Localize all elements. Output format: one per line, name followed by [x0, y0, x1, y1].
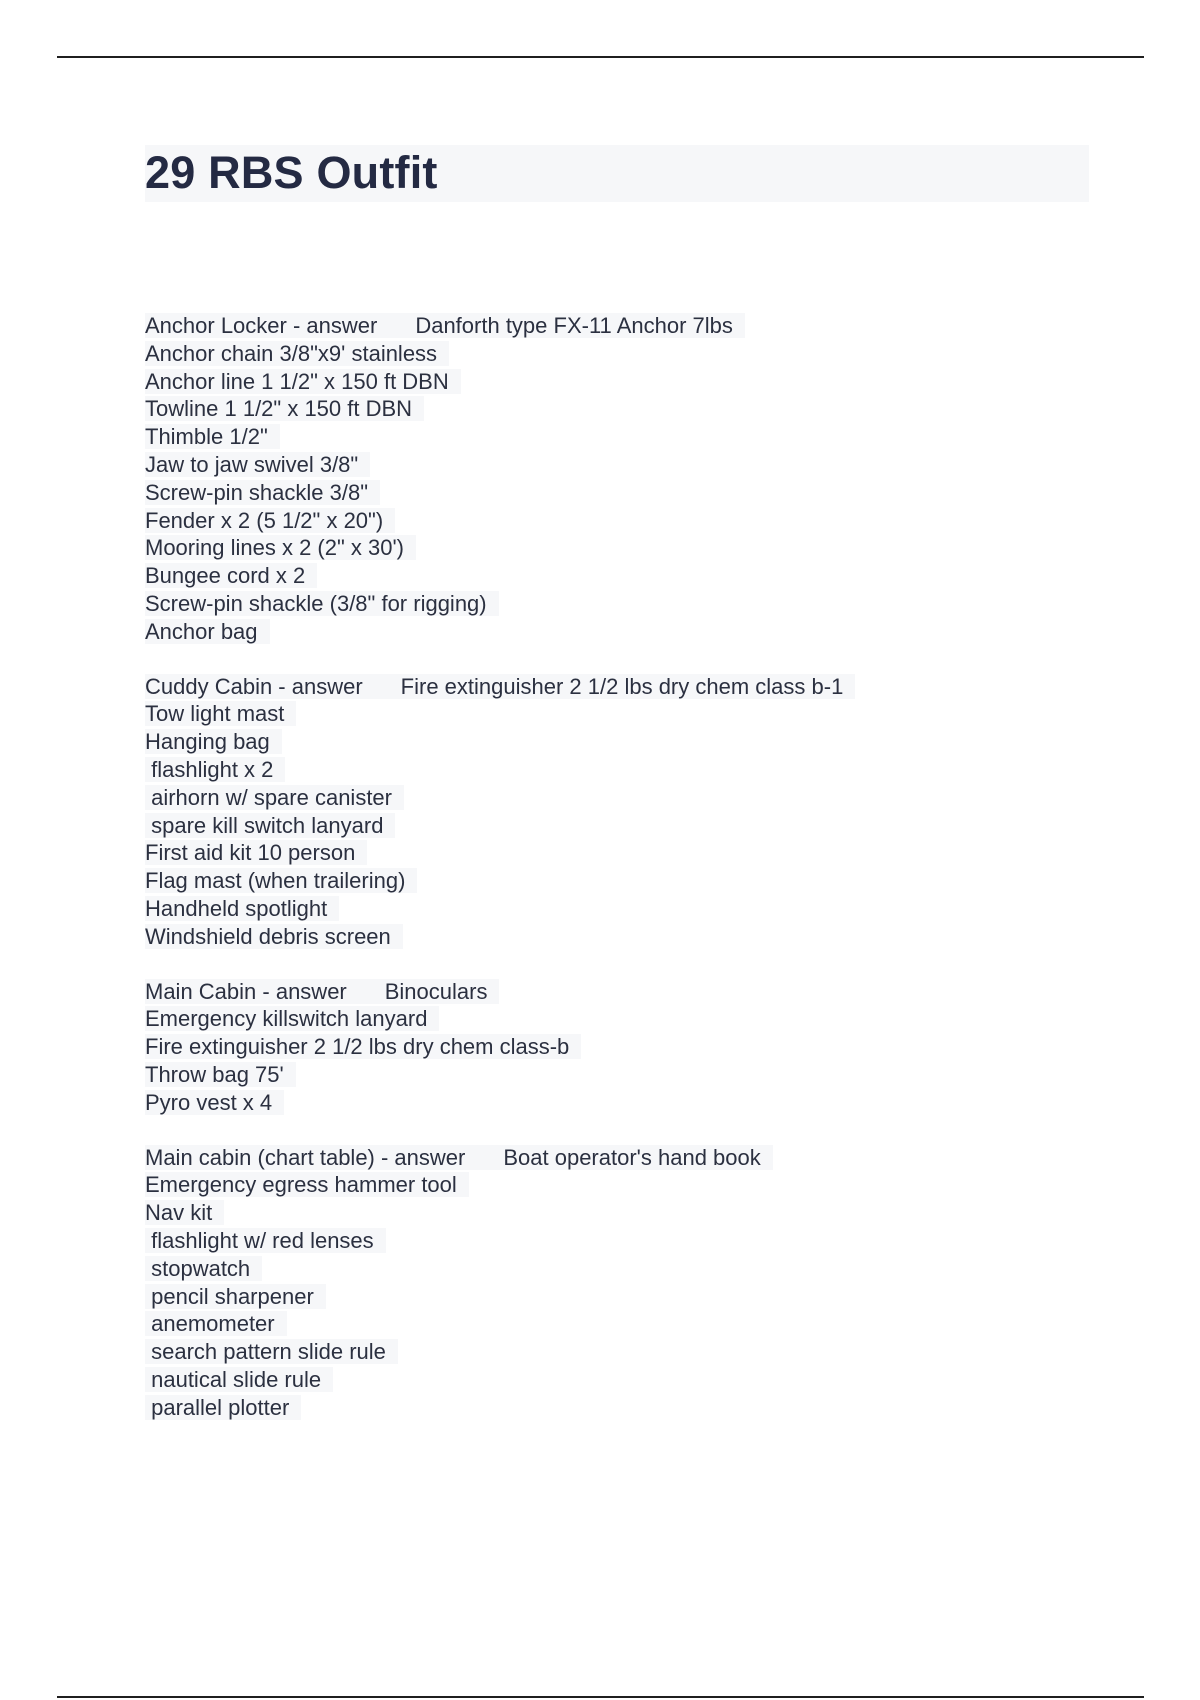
flashcard-answer-line: Flag mast (when trailering): [145, 868, 417, 893]
flashcard-answer-line: flashlight x 2: [145, 757, 285, 782]
flashcard-main-cabin: [145, 978, 1105, 1117]
flashcard-answer-line: Anchor bag: [145, 619, 270, 644]
flashcard-cuddy-cabin: [145, 673, 1105, 951]
flashcard-answer-line: Towline 1 1/2" x 150 ft DBN: [145, 396, 424, 421]
flashcard-answer-line: Hanging bag: [145, 729, 282, 754]
flashcard-answer-line: Binoculars: [384, 978, 488, 1004]
flashcard-anchor-locker: [145, 312, 1105, 646]
flashcard-answer-line: Anchor line 1 1/2" x 150 ft DBN: [145, 369, 461, 394]
flashcard-answer-line: Jaw to jaw swivel 3/8": [145, 452, 370, 477]
flashcard-answer-line: Screw-pin shackle (3/8" for rigging): [145, 591, 499, 616]
flashcard-answer-line: Anchor chain 3/8"x9' stainless: [145, 341, 449, 366]
flashcard-term: Cuddy Cabin - answer: [145, 673, 363, 699]
flashcard-list: [145, 312, 1105, 1448]
flashcard-answer-line: Danforth type FX-11 Anchor 7lbs: [415, 313, 733, 338]
flashcard-answer-line: Fender x 2 (5 1/2" x 20"): [145, 508, 395, 533]
flashcard-answer-line: Fire extinguisher 2 1/2 lbs dry chem class-b: [145, 1034, 581, 1059]
flashcard-answer-line: anemometer: [145, 1311, 287, 1336]
flashcard-answer-line: airhorn w/ spare canister: [145, 785, 404, 810]
flashcard-answer-line: flashlight w/ red lenses: [145, 1228, 386, 1253]
flashcard-answer-line: Handheld spotlight: [145, 896, 339, 921]
flashcard-answer-line: stopwatch: [145, 1256, 262, 1281]
flashcard-answer-line: search pattern slide rule: [145, 1339, 398, 1364]
flashcard-answer-line: parallel plotter: [145, 1395, 301, 1420]
flashcard-answer-line: Windshield debris screen: [145, 924, 403, 949]
flashcard-term: Main Cabin - answer: [145, 978, 347, 1004]
flashcard-answer-line: Mooring lines x 2 (2" x 30'): [145, 535, 416, 560]
top-rule: [57, 56, 1144, 58]
flashcard-answer-line: Nav kit: [145, 1200, 224, 1225]
flashcard-answer-line: First aid kit 10 person: [145, 840, 367, 865]
flashcard-answer-line: nautical slide rule: [145, 1367, 333, 1392]
flashcard-term: Anchor Locker - answer: [145, 313, 378, 338]
flashcard-term: Main cabin (chart table) - answer: [145, 1144, 466, 1170]
flashcard-answer-line: Bungee cord x 2: [145, 563, 317, 588]
bottom-rule: [57, 1696, 1144, 1698]
flashcard-answer-line: Boat operator's hand book: [503, 1144, 761, 1170]
flashcard-answer-line: Throw bag 75': [145, 1062, 296, 1087]
flashcard-answer-line: Fire extinguisher 2 1/2 lbs dry chem class b-1: [400, 673, 844, 699]
flashcard-main-cabin-chart-table: [145, 1144, 1105, 1422]
flashcard-answer-line: Thimble 1/2": [145, 424, 280, 449]
flashcard-answer-line: Emergency egress hammer tool: [145, 1172, 469, 1197]
flashcard-answer-line: pencil sharpener: [145, 1284, 326, 1309]
flashcard-answer-line: Tow light mast: [145, 701, 296, 726]
flashcard-answer-line: Pyro vest x 4: [145, 1090, 284, 1115]
flashcard-answer-line: Screw-pin shackle 3/8": [145, 480, 380, 505]
page-title: 29 RBS Outfit: [145, 147, 438, 198]
flashcard-answer-line: spare kill switch lanyard: [145, 813, 395, 838]
flashcard-answer-line: Emergency killswitch lanyard: [145, 1006, 439, 1031]
